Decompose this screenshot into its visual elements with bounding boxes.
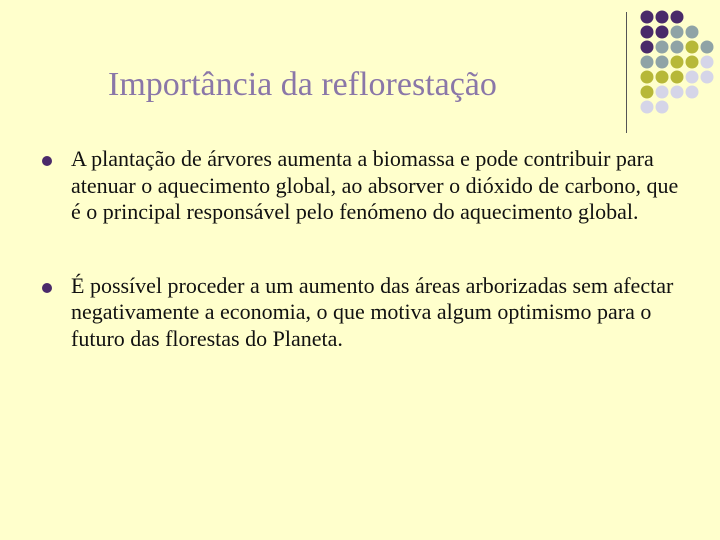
- bullet-text: A plantação de árvores aumenta a biomassa e pode contribuir para atenuar o aquecimento global, ao absorver o dióxido de carbono, que é o principal responsável pelo fenómeno do aquecimento global.: [71, 146, 679, 224]
- slide-title: Importância da reflorestação: [108, 66, 497, 103]
- decoration-dot: [656, 71, 669, 84]
- decoration-dot: [656, 101, 669, 114]
- decoration-dot: [641, 26, 654, 39]
- decoration-dot: [671, 26, 684, 39]
- decoration-dot: [671, 86, 684, 99]
- decoration-dot: [641, 56, 654, 69]
- bullet-text: É possível proceder a um aumento das áreas arborizadas sem afectar negativamente a economia, o que motiva algum optimismo para o futuro das florestas do Planeta.: [71, 272, 674, 351]
- decoration-dot: [701, 56, 714, 69]
- decoration-dot: [641, 41, 654, 54]
- decoration-dot: [671, 71, 684, 84]
- decoration-dot: [686, 41, 699, 54]
- decoration-dot: [656, 26, 669, 39]
- decoration-dot: [701, 71, 714, 84]
- decoration-dot: [701, 41, 714, 54]
- decoration-dot: [671, 41, 684, 54]
- decoration-dot: [656, 41, 669, 54]
- decoration-dot: [686, 56, 699, 69]
- bullet-icon: [42, 156, 52, 166]
- decoration-dot: [641, 11, 654, 24]
- bullet-icon: [42, 283, 52, 293]
- bullet-item: [42, 273, 682, 353]
- bullet-list: [42, 146, 682, 399]
- divider-line: [626, 12, 627, 133]
- decoration-dot: [686, 86, 699, 99]
- decoration-dot: [686, 71, 699, 84]
- decoration-dot: [641, 101, 654, 114]
- decoration-dot: [641, 71, 654, 84]
- decoration-dot: [656, 11, 669, 24]
- decoration-dot: [671, 11, 684, 24]
- decoration-dot: [671, 56, 684, 69]
- decoration-dot: [686, 26, 699, 39]
- decoration-dot: [641, 86, 654, 99]
- bullet-item: [42, 146, 682, 226]
- decoration-dot: [656, 86, 669, 99]
- decoration-dot: [656, 56, 669, 69]
